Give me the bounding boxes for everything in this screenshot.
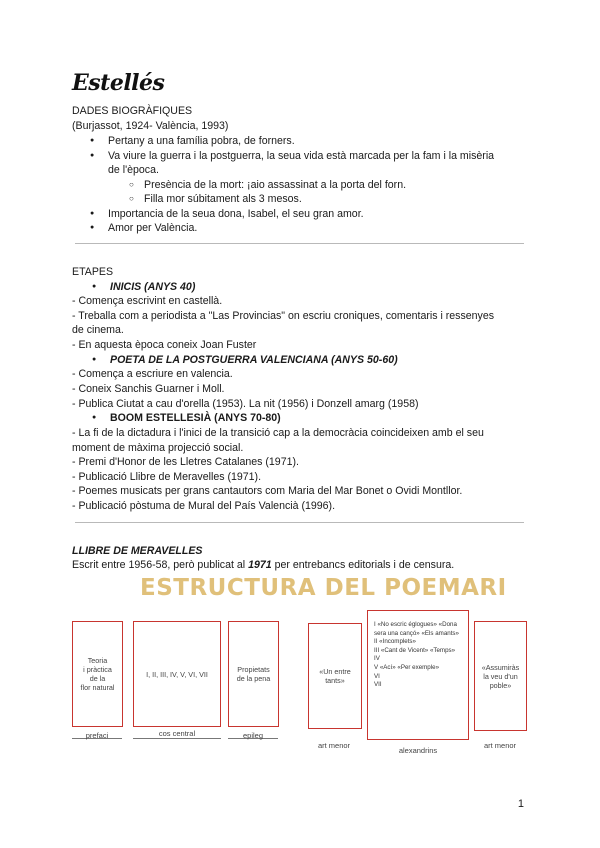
stage-line: - Premi d'Honor de les Lletres Catalanes (1971). [72,456,299,468]
divider [75,243,524,244]
llibre-year: 1971 [248,559,272,571]
diagram-box-prefaci: Teoria i pràctica de la flor natural [72,621,123,727]
divider [75,522,524,523]
bio-item: ● Importancia de la seua dona, Isabel, el seu gran amor. [108,207,364,222]
bio-item: ● Va viure la guerra i la postguerra, la seua vida està marcada per la fam i la misèria [108,149,494,164]
stage-line: - En aquesta època coneix Joan Fuster [72,339,257,351]
stage-line: - Comença a escriure en valencia. [72,368,233,380]
stage-line: - Comença escrivint en castellà. [72,295,223,307]
stage-line: - Publica Ciutat a cau d'orella (1953). La nit (1956) i Donzell amarg (1958) [72,398,419,410]
caption-epileg: epileg [242,731,264,740]
stage-line: moment de màxima projecció social. [72,442,244,454]
bio-item: ● Pertany a una família pobra, de forners. [108,134,295,149]
stage-heading: ● INICIS (ANYS 40) [110,280,195,295]
stage-line: - Publicació pòstuma de Mural del País Valencià (1996). [72,500,336,512]
caption-art-menor-1: art menor [317,741,351,750]
etapes-heading: ETAPES [72,266,114,278]
page-number: 1 [517,798,524,810]
stage-heading: ● POETA DE LA POSTGUERRA VALENCIANA (ANYS 50-60) [110,353,398,368]
stage-line: - Treballa com a periodista a "Las Provincias" on escriu croniques, comentaris i ressenyes [72,310,495,322]
page-title: Estellés [72,70,165,96]
diagram-box-art2: «Assumiràs la veu d'un poble» [474,621,527,731]
bio-item-cont: de l'època. [108,164,159,176]
diagram-box-alexandrins: I «No escric églogues» «Dona sera una cançó» «Els amants» II «Incomplets» III «Cant de Vicent» «Temps» IV V «Ací» «Per exemple» VI VII [367,610,469,740]
diagram-title: ESTRUCTURA DEL POEMARI [140,575,507,601]
caption-prefaci: prefaci [85,731,109,740]
stage-line: - La fi de la dictadura i l'inici de la transició cap a la democràcia coincideixen amb el seu [72,427,484,439]
diagram-box-epileg: Propietats de la pena [228,621,279,727]
stage-line: - Poemes musicats per grans cantautors com Maria del Mar Bonet o Ovidi Montllor. [72,485,463,497]
caption-cos: cos central [158,729,196,738]
llibre-sentence: Escrit entre 1956-58, però publicat al 1971 per entrebancs editorials i de censura. [72,559,455,571]
bio-item: ● Amor per València. [108,221,197,236]
diagram-box-art1: «Un entre tants» [308,623,362,729]
stage-line: - Publicació Llibre de Meravelles (1971). [72,471,262,483]
bio-subitem: ○ Presència de la mort: ¡aio assassinat a la porta del forn. [144,178,406,193]
bio-dates: (Burjassot, 1924- València, 1993) [72,120,229,132]
caption-line [133,738,221,739]
stage-line: de cinema. [72,324,124,336]
diagram-box-cos: I, II, III, IV, V, VI, VII [133,621,221,727]
stage-line: - Coneix Sanchis Guarner i Moll. [72,383,225,395]
caption-alexandrins: alexandrins [398,746,438,755]
bio-heading: DADES BIOGRÀFIQUES [72,105,193,117]
stage-heading: ● BOOM ESTELLESIÀ (ANYS 70-80) [110,411,281,426]
caption-art-menor-2: art menor [483,741,517,750]
llibre-heading: LLIBRE DE MERAVELLES [72,545,203,557]
bio-subitem: ○ Filla mor súbitament als 3 mesos. [144,192,302,207]
